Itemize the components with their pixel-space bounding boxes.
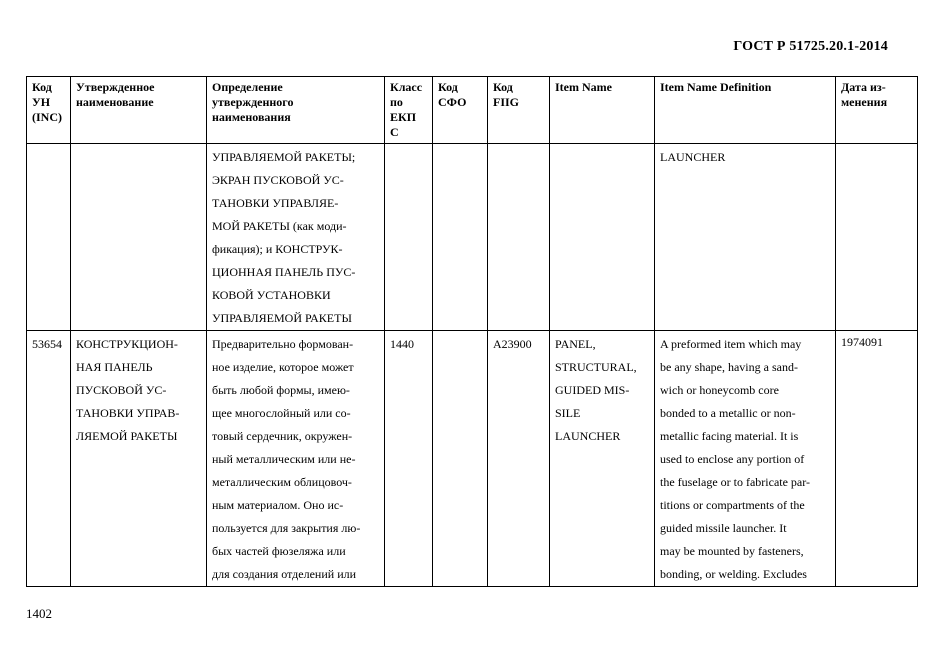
cell-text-line: ным материалом. Оно ис- [212,498,344,512]
cell-text-line: щее многослойный или со- [212,406,351,420]
cell-item-name [550,331,655,587]
cell-text-line: 1440 [390,337,414,351]
header-label-line: по [390,95,403,109]
cell-code-sfo [433,144,488,331]
cell-code-inc [27,331,71,587]
col-code-inc [27,77,71,144]
cell-item-name-definition [655,144,836,331]
cell-code-sfo [433,331,488,587]
cell-text-line: пользуется для закрытия лю- [212,521,361,535]
cell-text-line: 1974091 [841,335,883,349]
cell-text-line: бых частей фюзеляжа или [212,544,346,558]
header-label-line: С [390,125,399,139]
cell-text-line: wich or honeycomb core [660,383,779,397]
cell-text-line: may be mounted by fasteners, [660,544,804,558]
table-row [27,144,918,331]
cell-text-line: для создания отделений или [212,567,357,581]
cell-text-line: ЭКРАН ПУСКОВОЙ УС- [212,173,344,187]
cell-item-name [550,144,655,331]
col-change-date [836,77,918,144]
cell-text-line: LAUNCHER [660,150,726,164]
col-item-name [550,77,655,144]
cell-text-line: LAUNCHER [555,429,621,443]
table-row [27,331,918,587]
cell-code-fiig [488,331,550,587]
cell-text-line: the fuselage or to fabricate par- [660,475,811,489]
cell-text-line: НАЯ ПАНЕЛЬ [76,360,153,374]
cell-text-line: ЛЯЕМОЙ РАКЕТЫ [76,429,178,443]
cell-text-line: A23900 [493,337,532,351]
cell-text-line: ное изделие, которое может [212,360,354,374]
header-label-line: утвержденного [212,95,294,109]
cell-text-line: ПУСКОВОЙ УС- [76,383,167,397]
cell-code-inc [27,144,71,331]
cell-change-date [836,331,918,587]
cell-text-line: metallic facing material. It is [660,429,799,443]
col-class-ekps [385,77,433,144]
classification-table [26,76,918,587]
col-code-sfo [433,77,488,144]
cell-class-ekps [385,144,433,331]
cell-text-line: КОВОЙ УСТАНОВКИ [212,288,331,302]
header-label-line: (INC) [32,110,62,124]
table-header-row [27,77,918,144]
cell-text-line: guided missile launcher. It [660,521,787,535]
col-definition [207,77,385,144]
cell-text-line: МОЙ РАКЕТЫ (как моди- [212,219,347,233]
cell-text-line: GUIDED MIS- [555,383,630,397]
header-label-line: ЕКП [390,110,417,124]
cell-code-fiig [488,144,550,331]
header-label-line: Дата из- [841,80,886,94]
header-label-line: Код [438,80,458,94]
cell-text-line: STRUCTURAL, [555,360,637,374]
header-label-line: наименование [76,95,154,109]
cell-text-line: A preformed item which may [660,337,802,351]
header-label-line: Определение [212,80,283,94]
col-approved-name [71,77,207,144]
cell-text-line: ТАНОВКИ УПРАВ- [76,406,180,420]
cell-text-line: 53654 [32,337,62,351]
cell-approved-name [71,144,207,331]
cell-text-line: УПРАВЛЯЕМОЙ РАКЕТЫ [212,311,352,325]
col-item-name-definition [655,77,836,144]
cell-text-line: ТАНОВКИ УПРАВЛЯЕ- [212,196,339,210]
cell-text-line: фикация); и КОНСТРУК- [212,242,343,256]
cell-text-line: be any shape, having a sand- [660,360,798,374]
cell-change-date [836,144,918,331]
cell-text-line: товый сердечник, окружен- [212,429,353,443]
header-label-line: Item Name Definition [660,80,772,94]
cell-text-line: used to enclose any portion of [660,452,805,466]
header-label-line: FIIG [493,95,520,109]
cell-text-line: КОНСТРУКЦИОН- [76,337,178,351]
cell-class-ekps [385,331,433,587]
cell-approved-name [71,331,207,587]
col-code-fiig [488,77,550,144]
header-label-line: Код [32,80,52,94]
cell-text-line: titions or compartments of the [660,498,805,512]
header-label-line: Item Name [555,80,612,94]
cell-item-name-definition [655,331,836,587]
header-label-line: Утвержденное [76,80,155,94]
header-label-line: СФО [438,95,467,109]
header-label-line: Код [493,80,513,94]
cell-text-line: ЦИОННАЯ ПАНЕЛЬ ПУС- [212,265,356,279]
header-label-line: Класс [390,80,423,94]
document-title: ГОСТ Р 51725.20.1-2014 [733,39,888,54]
header-label-line: УН [32,95,51,109]
header-label-line: менения [841,95,888,109]
page-number: 1402 [26,606,52,621]
cell-text-line: bonded to a metallic or non- [660,406,796,420]
cell-text-line: УПРАВЛЯЕМОЙ РАКЕТЫ; [212,150,356,164]
cell-text-line: SILE [555,406,581,420]
cell-text-line: PANEL, [555,337,596,351]
cell-text-line: ный металлическим или не- [212,452,356,466]
cell-text-line: Предварительно формован- [212,337,354,351]
cell-text-line: металлическим облицовоч- [212,475,352,489]
cell-definition [207,144,385,331]
header-label-line: наименования [212,110,291,124]
cell-definition [207,331,385,587]
cell-text-line: bonding, or welding. Excludes [660,567,807,581]
cell-text-line: быть любой формы, имею- [212,383,350,397]
